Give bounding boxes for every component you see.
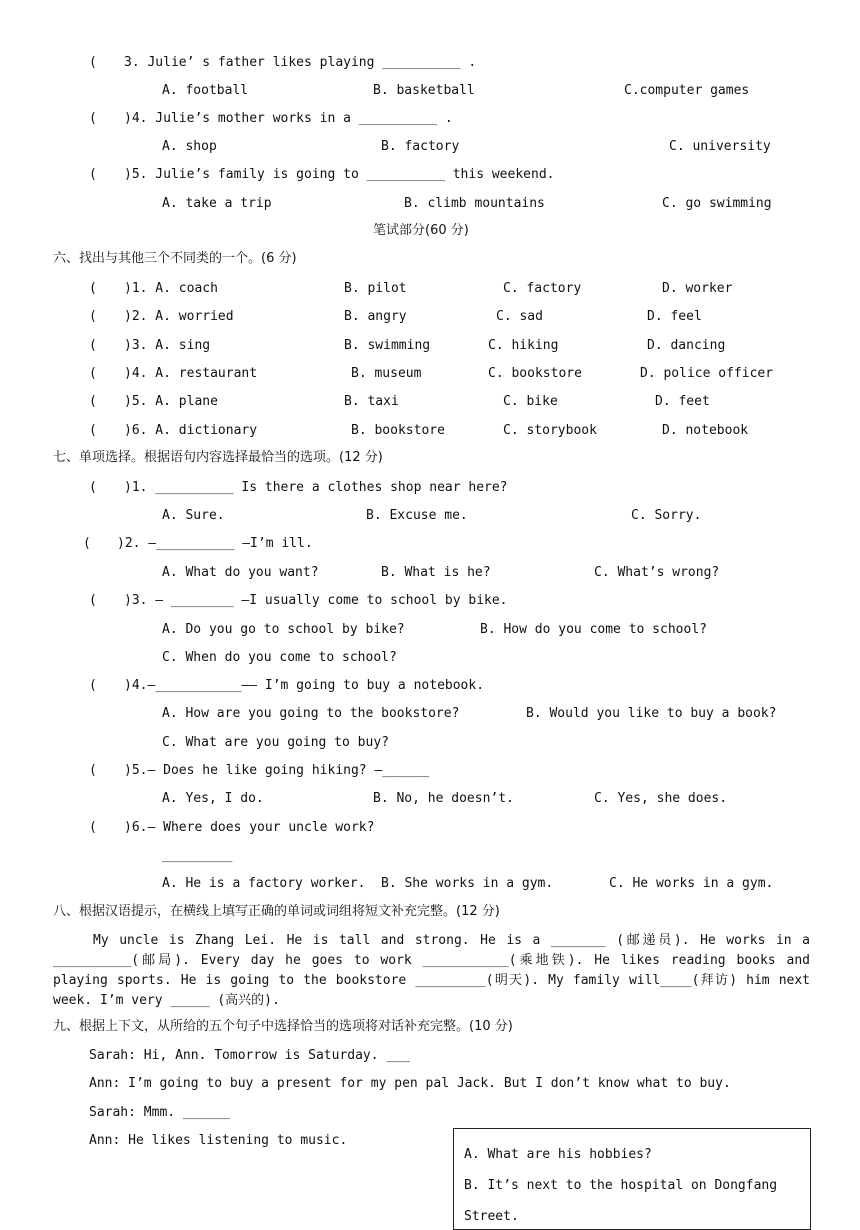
s7-q4-option-b: B. Would you like to buy a book? <box>526 706 777 721</box>
s7-q3-option-c: C. When do you come to school? <box>162 650 397 665</box>
s7-q3-stem: )3. — ________ —I usually come to school by bike. <box>124 593 508 608</box>
option-a: A. What are his hobbies? <box>464 1147 652 1162</box>
s7-q4-paren: ( <box>89 678 97 693</box>
s7-q5-option-b: B. No, he doesn’t. <box>373 791 514 806</box>
s7-q6-paren: ( <box>89 820 97 835</box>
s6-q3-option-c: C. hiking <box>488 338 559 353</box>
listening-q3-option-b: B. basketball <box>373 83 475 98</box>
q5-paren: ( <box>89 167 97 182</box>
listening-q4-option-b: B. factory <box>381 139 460 154</box>
s7-q1-stem: )1. __________ Is there a clothes shop near here? <box>124 480 508 495</box>
s6-q6-option-c: C. storybook <box>503 423 597 438</box>
s7-q6-answer-blank: _________ <box>162 848 233 863</box>
s6-q5-option-c: C. bike <box>503 394 558 409</box>
s6-q5-option-b: B. taxi <box>344 394 399 409</box>
listening-q4-stem: )4. Julie’s mother works in a __________ . <box>124 111 453 126</box>
listening-q4-option-c: C. university <box>669 139 771 154</box>
s6-q2-option-b: B. angry <box>344 309 407 324</box>
s6-q5-option-d: D. feet <box>655 394 710 409</box>
s7-q4-option-a: A. How are you going to the bookstore? <box>162 706 460 721</box>
s7-q6-option-b: B. She works in a gym. <box>381 876 554 891</box>
s7-q2-paren: ( <box>83 536 91 551</box>
s6-q1-option-c: C. factory <box>503 281 582 296</box>
dialog-line-2: Ann: I’m going to buy a present for my pen pal Jack. But I don’t know what to buy. <box>89 1076 731 1091</box>
s7-q3-paren: ( <box>89 593 97 608</box>
s7-q5-option-c: C. Yes, she does. <box>594 791 728 806</box>
section8-heading: 八、根据汉语提示，在横线上填写正确的单词或词组将短文补充完整。(12 分) <box>53 904 500 919</box>
s7-q3-option-b: B. How do you come to school? <box>480 622 707 637</box>
s6-q2-paren: ( <box>89 309 97 324</box>
listening-q3-option-a: A. football <box>162 83 249 98</box>
s7-q5-paren: ( <box>89 763 97 778</box>
s7-q3-option-a: A. Do you go to school by bike? <box>162 622 405 637</box>
s6-q4-option-c: C. bookstore <box>488 366 582 381</box>
listening-q5-stem: )5. Julie’s family is going to __________ this weekend. <box>124 167 555 182</box>
s6-q1-option-a: )1. A. coach <box>124 281 218 296</box>
listening-q5-option-c: C. go swimming <box>662 196 772 211</box>
s6-q1-option-d: D. worker <box>662 281 733 296</box>
s6-q5-option-a: )5. A. plane <box>124 394 218 409</box>
s6-q5-paren: ( <box>89 394 97 409</box>
s6-q2-option-d: D. feel <box>647 309 702 324</box>
s7-q2-option-a: A. What do you want? <box>162 565 319 580</box>
s7-q6-stem: )6.— Where does your uncle work? <box>124 820 375 835</box>
listening-q3-stem: 3. Julie’ s father likes playing __________ . <box>124 55 477 70</box>
s7-q1-paren: ( <box>89 480 97 495</box>
s6-q3-option-d: D. dancing <box>647 338 726 353</box>
written-section-title: 笔试部分(60 分) <box>373 223 469 238</box>
s7-q4-option-c: C. What are you going to buy? <box>162 735 389 750</box>
s7-q5-option-a: A. Yes, I do. <box>162 791 264 806</box>
listening-q5-option-a: A. take a trip <box>162 196 272 211</box>
s7-q2-option-b: B. What is he? <box>381 565 491 580</box>
section9-heading: 九、根据上下文，从所给的五个句子中选择恰当的选项将对话补充完整。(10 分) <box>53 1019 513 1034</box>
dialog-line-3: Sarah: Mmm. ______ <box>89 1105 230 1120</box>
s7-q1-option-a: A. Sure. <box>162 508 225 523</box>
option-b: B. It’s next to the hospital on Dongfang Street. <box>464 1178 778 1224</box>
dialog-line-1: Sarah: Hi, Ann. Tomorrow is Saturday. ___ <box>89 1048 410 1063</box>
s6-q4-option-d: D. police officer <box>640 366 774 381</box>
s7-q1-option-c: C. Sorry. <box>631 508 702 523</box>
s6-q1-option-b: B. pilot <box>344 281 407 296</box>
s7-q1-option-b: B. Excuse me. <box>366 508 468 523</box>
s7-q2-stem: )2. —__________ —I’m ill. <box>117 536 313 551</box>
listening-q5-option-b: B. climb mountains <box>404 196 545 211</box>
s6-q3-option-a: )3. A. sing <box>124 338 211 353</box>
section7-heading: 七、单项选择。根据语句内容选择最恰当的选项。(12 分) <box>53 450 383 465</box>
s6-q2-option-a: )2. A. worried <box>124 309 234 324</box>
s7-q6-option-c: C. He works in a gym. <box>609 876 774 891</box>
s6-q2-option-c: C. sad <box>496 309 543 324</box>
listening-q3-option-c: C.computer games <box>624 83 750 98</box>
s6-q4-option-a: )4. A. restaurant <box>124 366 258 381</box>
options-box <box>453 1128 811 1230</box>
s6-q6-paren: ( <box>89 423 97 438</box>
s6-q4-option-b: B. museum <box>351 366 422 381</box>
section6-heading: 六、找出与其他三个不同类的一个。(6 分) <box>53 251 297 266</box>
listening-q4-option-a: A. shop <box>162 139 217 154</box>
s6-q6-option-a: )6. A. dictionary <box>124 423 258 438</box>
s6-q6-option-b: B. bookstore <box>351 423 445 438</box>
dialog-line-4: Ann: He likes listening to music. <box>89 1133 348 1148</box>
s6-q4-paren: ( <box>89 366 97 381</box>
s7-q2-option-c: C. What’s wrong? <box>594 565 720 580</box>
s6-q3-paren: ( <box>89 338 97 353</box>
q4-paren: ( <box>89 111 97 126</box>
q3-paren: ( <box>89 55 97 70</box>
s7-q6-option-a: A. He is a factory worker. <box>162 876 366 891</box>
section8-passage: My uncle is Zhang Lei. He is tall and strong. He is a _______ (邮递员). He works in a __________(邮局). Every day he goes to work ___________(乘地铁). He likes reading books and playing sports. He is going to the bookstore _________(明天). My family will____(拜访) him next week. I’m very _____ (高兴的). <box>53 933 810 1008</box>
s6-q1-paren: ( <box>89 281 97 296</box>
s7-q5-stem: )5.— Does he like going hiking? —______ <box>124 763 430 778</box>
s6-q6-option-d: D. notebook <box>662 423 749 438</box>
s6-q3-option-b: B. swimming <box>344 338 431 353</box>
s7-q4-stem: )4.—___________—— I’m going to buy a notebook. <box>124 678 485 693</box>
